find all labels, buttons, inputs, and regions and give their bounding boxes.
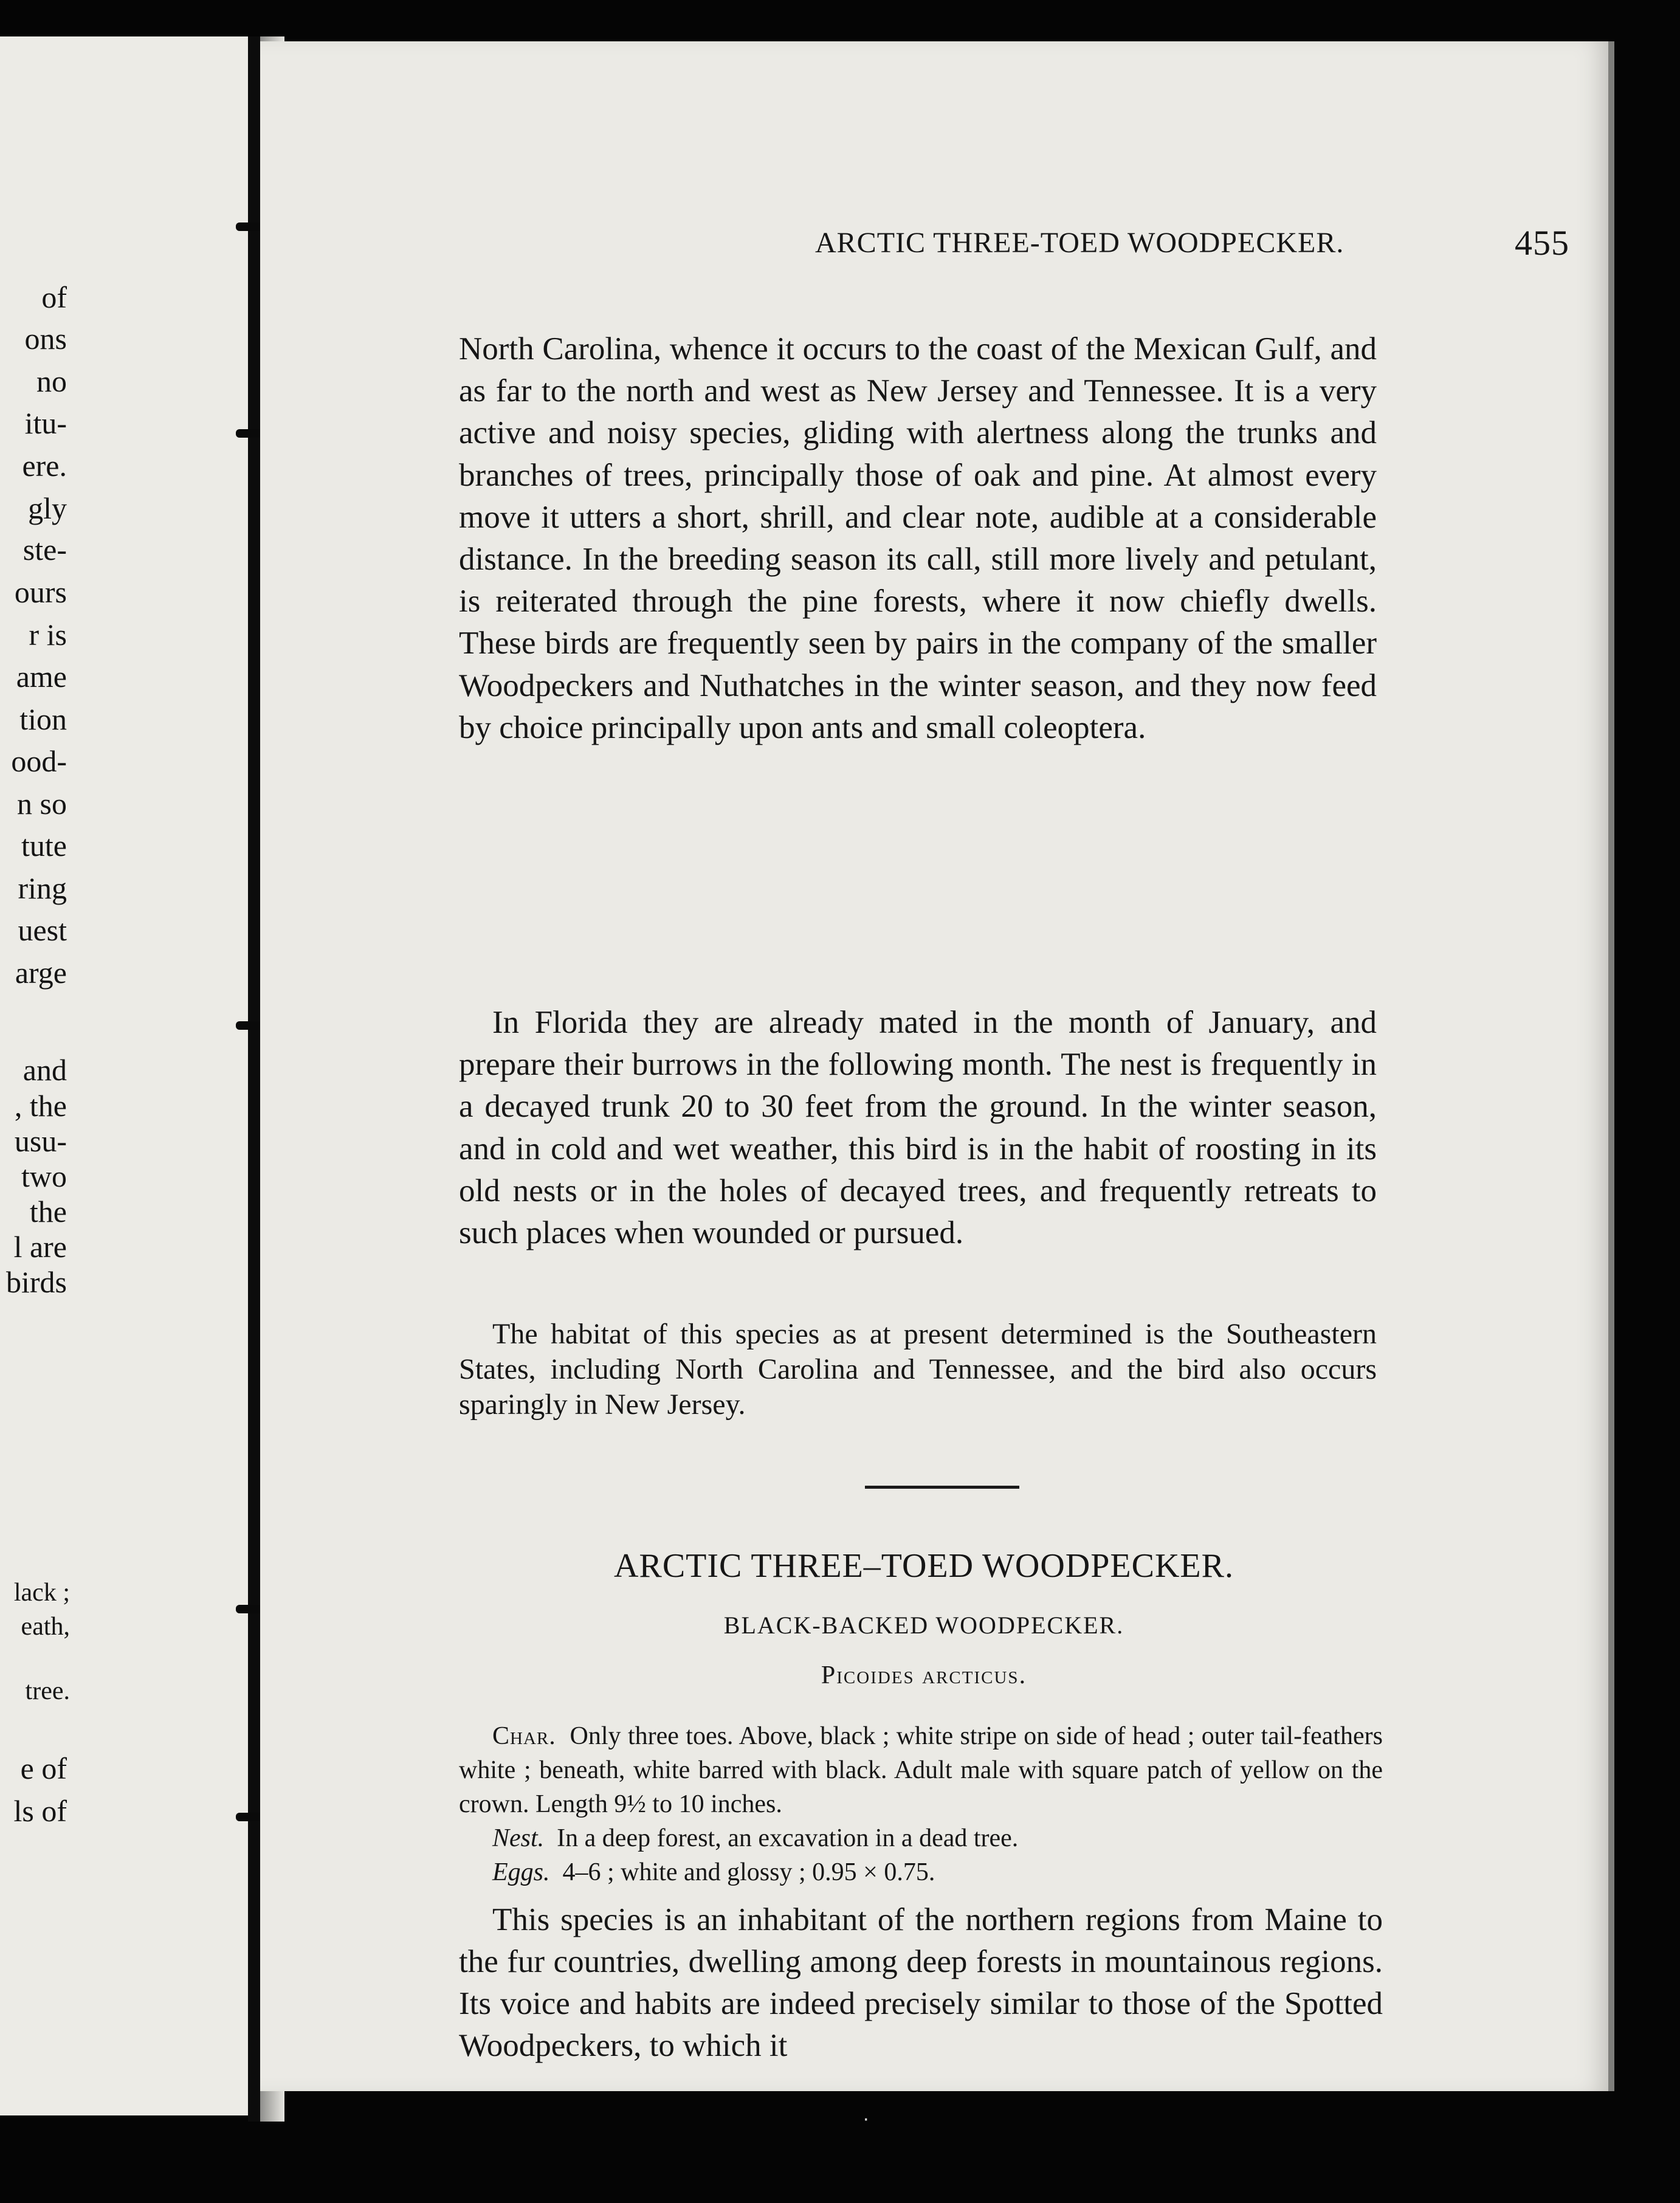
previous-species-paragraph: North Carolina, whence it occurs to the coast of the Mexican Gulf, and as far to the north and west as New Jersey and Tennessee. It is a very active and noisy species, gliding with alertness along the trunks and branches of trees, principally those of oak and pine. At almost every move it utters a short, shrill, and clear note, audible at a considerable distance. In the breeding season its call, still more lively and petulant, is reiterated through the pine forests, where it now chiefly dwells. These birds are frequently seen by pairs in the company of the smaller Woodpeckers and Nuthatches in the winter season, and they now feed by choice principally upon ants and small coleoptera. — [459, 331, 1377, 745]
char-text: Only three toes. Above, black ; white stripe on side of head ; outer tail-feathers white ; beneath, white barred with black. Adult male with square patch of yellow on the crown. Length 9½ to 10 inches. — [459, 1722, 1383, 1818]
eggs-text: 4–6 ; white and glossy ; 0.95 × 0.75. — [562, 1858, 935, 1886]
book-binding-gutter — [248, 36, 260, 2122]
left-fragment: , the — [14, 1089, 67, 1123]
left-fragment: eath, — [21, 1613, 70, 1641]
left-fragment: tute — [21, 829, 67, 863]
left-fragment: ons — [24, 322, 67, 356]
previous-species-nesting-paragraph: In Florida they are already mated in the month of January, and prepare their burrows in the following month. The nest is frequently in a decayed trunk 20 to 30 feet from the ground. In the winter season, and in cold and wet weather, this bird is in the habit of roosting in its old nests or in the holes of decayed trees, and frequently retreats to such places when wounded or pursued. — [459, 1005, 1377, 1251]
running-head — [459, 214, 1644, 263]
scan-dust-mark: · — [863, 2109, 869, 2131]
running-head-title: ARCTIC THREE-TOED WOODPECKER. — [815, 227, 1344, 259]
species-body-paragraph: This species is an inhabitant of the northern regions from Maine to the fur countries, dwelling among deep forests in mountainous regions. Its voice and habits are indeed precisely similar to those of the Spotted Woodpeckers, to which it — [459, 1902, 1383, 2063]
page-number: 455 — [1515, 223, 1569, 263]
nest-text: In a deep forest, an excavation in a dead tree. — [557, 1824, 1019, 1852]
left-fragment: tion — [19, 702, 67, 736]
left-fragment: l are — [13, 1230, 67, 1264]
left-fragment: ame — [16, 660, 67, 694]
left-fragment: tree. — [25, 1677, 70, 1705]
left-facing-page — [0, 36, 258, 2115]
left-fragment: of — [41, 280, 67, 314]
species-common-name: BLACK-BACKED WOODPECKER. — [723, 1612, 1124, 1639]
left-fragment: the — [29, 1195, 67, 1229]
book-page-455 — [260, 41, 1614, 2091]
section-divider-rule — [865, 1486, 1019, 1489]
left-fragment: ste- — [22, 533, 67, 567]
eggs-label: Eggs. — [492, 1858, 550, 1886]
left-fragment: itu- — [24, 406, 67, 440]
left-fragment: uest — [18, 913, 67, 947]
left-fragment: birds — [6, 1265, 67, 1299]
left-fragment: e of — [20, 1751, 67, 1785]
left-fragment: two — [21, 1159, 67, 1193]
nest-description — [492, 1821, 1380, 1855]
species-heading: ARCTIC THREE–TOED WOODPECKER. — [614, 1547, 1234, 1585]
left-fragment: arge — [15, 956, 67, 990]
left-fragment: r is — [29, 618, 67, 652]
left-fragment: gly — [28, 491, 67, 525]
habitat-note: The habitat of this species as at present determined is the Southeastern States, including North Carolina and Tennessee, and the bird also occurs sparingly in New Jersey. — [459, 1318, 1377, 1421]
left-fragment: n so — [17, 787, 67, 821]
left-fragment: and — [22, 1053, 67, 1087]
left-fragment: usu- — [14, 1124, 67, 1158]
left-fragment: ls of — [13, 1794, 67, 1828]
eggs-description — [492, 1855, 1380, 1889]
species-scientific-name: Picoides arcticus. — [821, 1661, 1027, 1689]
species-characteristics — [459, 1719, 1383, 1821]
char-label: Char. — [492, 1722, 556, 1750]
left-page-text-fragments — [0, 36, 258, 2115]
left-fragment: no — [36, 364, 67, 398]
left-fragment: ere. — [22, 449, 67, 483]
left-fragment: ours — [14, 575, 67, 609]
left-fragment: ring — [18, 871, 67, 905]
left-fragment: ood- — [11, 744, 67, 778]
left-fragment: lack ; — [13, 1579, 70, 1607]
nest-label: Nest. — [492, 1824, 545, 1852]
